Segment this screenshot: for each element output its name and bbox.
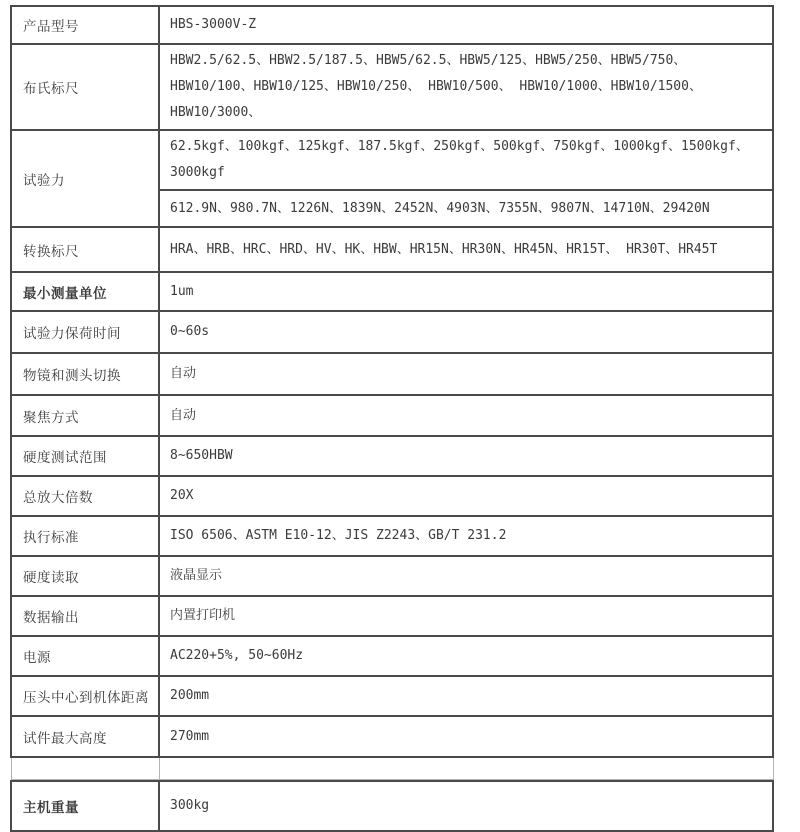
- spec-label: 转换标尺: [11, 227, 159, 272]
- spec-label: 主机重量: [11, 781, 159, 831]
- spec-label: 硬度读取: [11, 556, 159, 596]
- table-row: [11, 395, 773, 436]
- spec-value: 1um: [159, 272, 773, 311]
- spec-label: 总放大倍数: [11, 476, 159, 516]
- spec-label: 压头中心到机体距离: [11, 676, 159, 716]
- spec-label: 执行标准: [11, 516, 159, 556]
- table-row: [11, 476, 773, 516]
- table-row: [11, 716, 773, 757]
- spec-value: HBS-3000V-Z: [159, 6, 773, 44]
- spacer-row: [11, 757, 773, 779]
- spec-label: 物镜和测头切换: [11, 353, 159, 395]
- table-row: [11, 596, 773, 636]
- spec-table: [10, 5, 774, 780]
- spec-value: ISO 6506、ASTM E10-12、JIS Z2243、GB/T 231.2: [159, 516, 773, 556]
- table-row: [11, 556, 773, 596]
- table-row: [11, 636, 773, 676]
- spec-label: 试件最大高度: [11, 716, 159, 757]
- spec-value: AC220+5%, 50~60Hz: [159, 636, 773, 676]
- spec-label: 最小测量单位: [11, 272, 159, 311]
- spec-label: 试验力: [11, 130, 159, 227]
- table-row: [11, 311, 773, 353]
- table-row: [11, 353, 773, 395]
- spec-value: 300kg: [159, 781, 773, 831]
- table-row: [11, 44, 773, 130]
- spec-label: 硬度测试范围: [11, 436, 159, 476]
- table-row: [11, 676, 773, 716]
- table-row: [11, 130, 773, 190]
- spec-value: 200mm: [159, 676, 773, 716]
- spec-sheet-page: [0, 5, 800, 816]
- spec-label: 布氏标尺: [11, 44, 159, 130]
- spec-value: 0~60s: [159, 311, 773, 353]
- spec-value: 液晶显示: [159, 556, 773, 596]
- spec-value-kgf: 62.5kgf、100kgf、125kgf、187.5kgf、250kgf、500kgf、750kgf、1000kgf、1500kgf、3000kgf: [159, 130, 773, 190]
- spec-value: 20X: [159, 476, 773, 516]
- table-row: [11, 272, 773, 311]
- spec-label: 数据输出: [11, 596, 159, 636]
- spec-value: 内置打印机: [159, 596, 773, 636]
- spec-value: 270mm: [159, 716, 773, 757]
- spec-label: 聚焦方式: [11, 395, 159, 436]
- table-row: [11, 6, 773, 44]
- spec-value: 8~650HBW: [159, 436, 773, 476]
- table-row: [11, 516, 773, 556]
- table-row: [11, 781, 773, 831]
- spec-label: 产品型号: [11, 6, 159, 44]
- spec-value: 自动: [159, 353, 773, 395]
- spacer-cell: [159, 757, 773, 779]
- spec-label: 试验力保荷时间: [11, 311, 159, 353]
- table-row: [11, 436, 773, 476]
- spacer-cell: [11, 757, 159, 779]
- spec-label: 电源: [11, 636, 159, 676]
- spec-value: HBW2.5/62.5、HBW2.5/187.5、HBW5/62.5、HBW5/125、HBW5/250、HBW5/750、HBW10/100、HBW10/125、HBW10/250、 HBW10/500、 HBW10/1000、HBW10/1500、HBW10/3000、: [159, 44, 773, 130]
- table-row: [11, 227, 773, 272]
- spec-value: 自动: [159, 395, 773, 436]
- spec-value-newton: 612.9N、980.7N、1226N、1839N、2452N、4903N、7355N、9807N、14710N、29420N: [159, 190, 773, 227]
- spec-table-footer: [10, 780, 774, 832]
- spec-value: HRA、HRB、HRC、HRD、HV、HK、HBW、HR15N、HR30N、HR45N、HR15T、 HR30T、HR45T: [159, 227, 773, 272]
